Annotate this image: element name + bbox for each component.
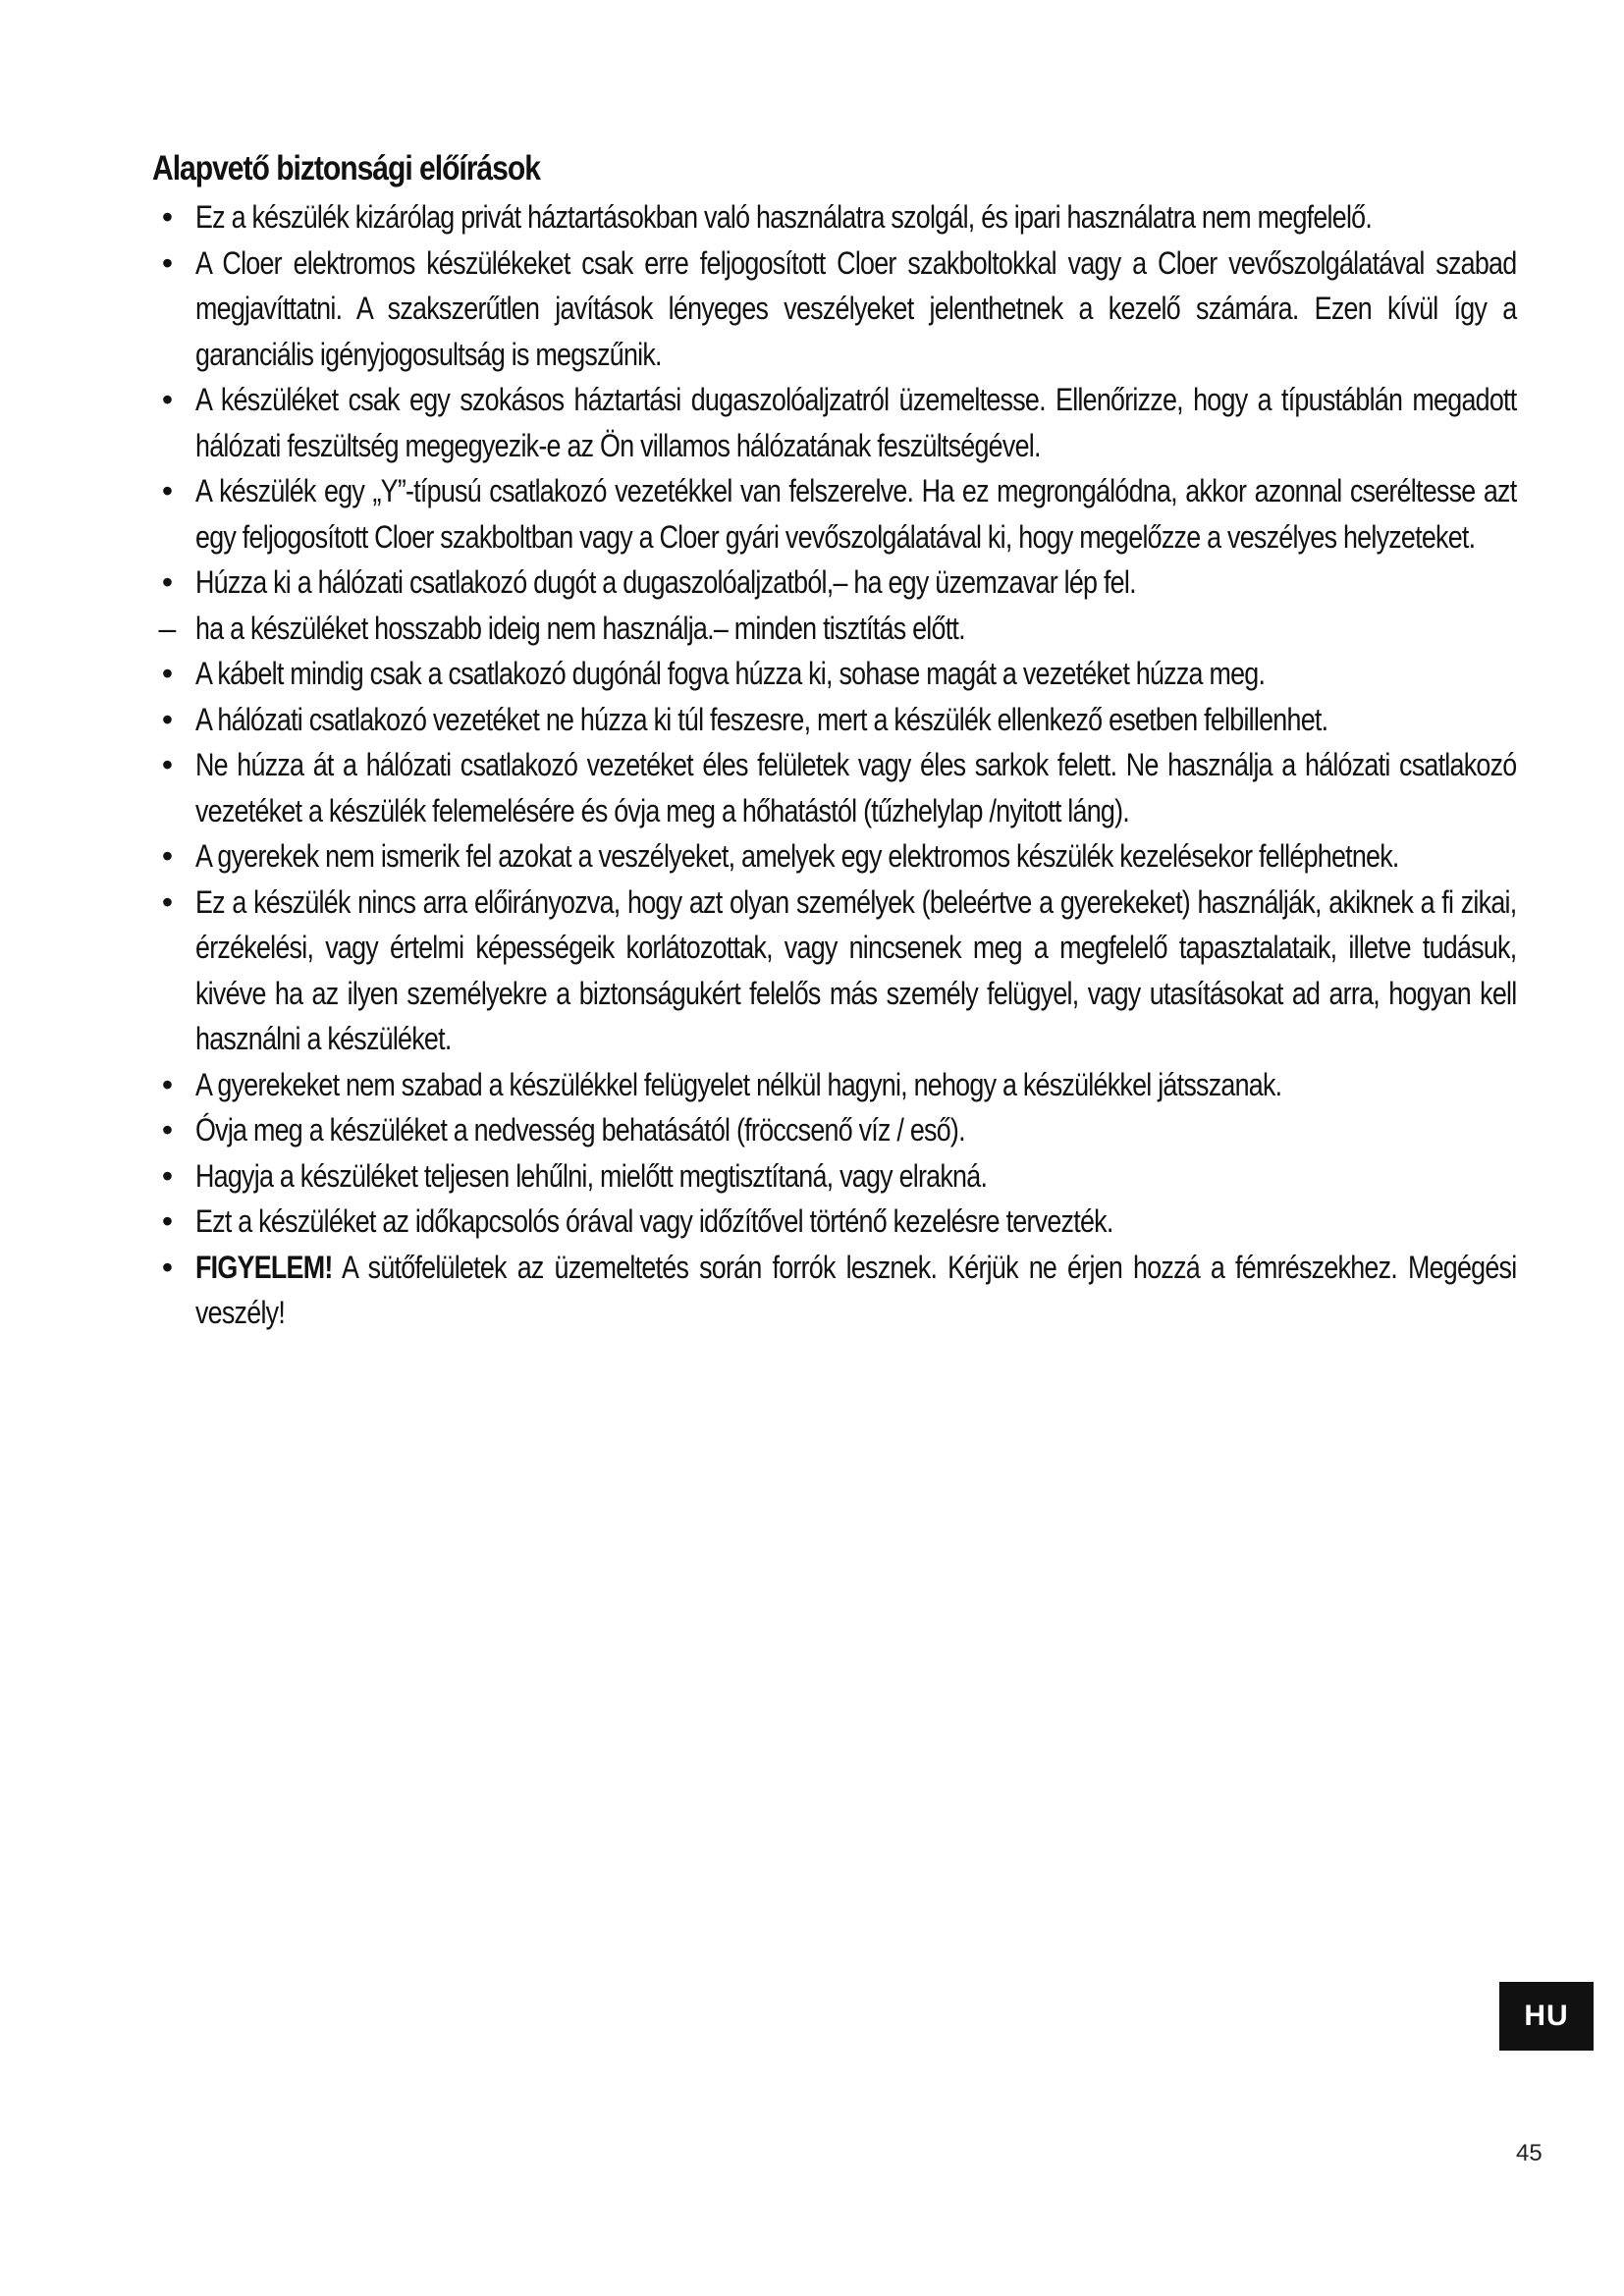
- list-item-text: A kábelt mindig csak a csatlakozó dugónál fogva húzza ki, sohase magát a vezetéket húzza meg.: [195, 656, 1266, 691]
- bullet-marker: •: [161, 1249, 173, 1285]
- bullet-marker: •: [161, 1112, 173, 1148]
- bullet-marker: •: [161, 838, 173, 874]
- list-item-text: A gyerekek nem ismerik fel azokat a veszélyeket, amelyek egy elektromos készülék kezelésekor felléphetnek.: [195, 838, 1399, 874]
- list-item-text: A hálózati csatlakozó vezetéket ne húzza ki túl feszesre, mert a készülék ellenkező esetben felbillenhet.: [195, 701, 1328, 737]
- list-item-text: Ezt a készüléket az időkapcsolós órával vagy időzítővel történő kezelésre tervezték.: [195, 1203, 1113, 1239]
- list-item: [152, 1062, 1517, 1108]
- list-item-text: ha a készüléket hosszabb ideig nem használja.– minden tisztítás előtt.: [195, 610, 965, 646]
- bullet-marker: •: [161, 382, 173, 417]
- language-badge: HU: [1499, 1982, 1594, 2051]
- list-item-text: Óvja meg a készüléket a nedvesség behatásától (fröccsenő víz / eső).: [195, 1112, 965, 1148]
- list-item: [152, 1199, 1517, 1245]
- bullet-marker: •: [161, 1157, 173, 1194]
- bullet-marker: •: [161, 1203, 173, 1239]
- list-item: [152, 833, 1517, 880]
- list-item-text: Ez a készülék nincs arra előirányozva, hogy azt olyan személyek (beleértve a gyerekeket) használják, akiknek a fi zikai, érzékelési, vagy értelmi képességeik korlátozottak, vagy nincsenek meg a megfelelő tapasztalataik, illetve tudásuk, kivéve ha az ilyen személyekre a biztonságukért felelős más személy felügyel, vagy utasításokat ad arra, hogyan kell használni a készüléket.: [195, 883, 1517, 1056]
- dash-marker: –: [158, 610, 176, 646]
- list-item: [152, 560, 1517, 606]
- bullet-marker: •: [161, 564, 173, 600]
- warning-text: [195, 1245, 1516, 1336]
- list-item-text: Ne húzza át a hálózati csatlakozó vezetéket éles felületek vagy éles sarkok felett. Ne használja a hálózati csatlakozó vezetéket a készülék felemelésére és óvja meg a hőhatástól (tűzhelylap /nyitott láng).: [195, 747, 1517, 828]
- bullet-marker: •: [161, 883, 173, 920]
- list-item: [152, 1107, 1517, 1153]
- list-item-text: A Cloer elektromos készülékeket csak erre feljogosított Cloer szakboltokkal vagy a Cloer vevőszolgálatával szabad megjavíttatni. A szakszerűtlen javítások lényeges veszélyeket jelenthetnek a kezelő számára. Ezen kívül így a garanciális igényjogosultság is megszűnik.: [195, 244, 1517, 372]
- section-heading: Alapvető biztonsági előírások: [152, 149, 540, 187]
- warning-item: [152, 1245, 1517, 1336]
- warning-body: A sütőfelületek az üzemeltetés során forrók lesznek. Kérjük ne érjen hozzá a fémrészekhez. Megégési veszély!: [195, 1249, 1517, 1330]
- bullet-marker: •: [161, 199, 173, 235]
- bullet-marker: •: [161, 656, 173, 691]
- list-item: [152, 651, 1517, 697]
- bullet-marker: •: [161, 473, 173, 508]
- list-item: [152, 194, 1517, 240]
- list-item: [152, 880, 1517, 1062]
- list-item: [152, 1153, 1517, 1200]
- list-item: [152, 377, 1517, 468]
- list-item: [152, 742, 1517, 833]
- list-item: [152, 468, 1517, 560]
- page-number: 45: [1516, 2140, 1543, 2166]
- list-item-text: Hagyja a készüléket teljesen lehűlni, mielőtt megtisztítaná, vagy elrakná.: [195, 1157, 988, 1194]
- list-item-text: Húzza ki a hálózati csatlakozó dugót a dugaszolóaljzatból,– ha egy üzemzavar lép fel.: [195, 564, 1136, 600]
- bullet-marker: •: [161, 244, 173, 281]
- list-item-text: Ez a készülék kizárólag privát háztartásokban való használatra szolgál, és ipari használatra nem megfelelő.: [195, 199, 1373, 235]
- bullet-marker: •: [161, 1066, 173, 1102]
- list-item-text: A készülék egy „Y”-típusú csatlakozó vezetékkel van felszerelve. Ha ez megrongálódna, akkor azonnal cseréltesse azt egy feljogosított Cloer szakboltban vagy a Cloer gyári vevőszolgálatával ki, hogy megelőzze a veszélyes helyzeteket.: [195, 473, 1517, 555]
- warning-label: FIGYELEM!: [195, 1249, 333, 1285]
- safety-instructions-list: [152, 194, 1517, 1336]
- list-item-text: A gyerekeket nem szabad a készülékkel felügyelet nélkül hagyni, nehogy a készülékkel játsszanak.: [195, 1066, 1282, 1102]
- list-item-text: A készüléket csak egy szokásos háztartási dugaszolóaljzatról üzemeltesse. Ellenőrizze, hogy a típustáblán megadott hálózati feszültség megegyezik-e az Ön villamos hálózatának feszültségével.: [195, 382, 1517, 463]
- list-item: [152, 606, 1517, 652]
- bullet-marker: •: [161, 701, 173, 737]
- list-item: [152, 697, 1517, 743]
- list-item: [152, 240, 1517, 378]
- bullet-marker: •: [161, 747, 173, 782]
